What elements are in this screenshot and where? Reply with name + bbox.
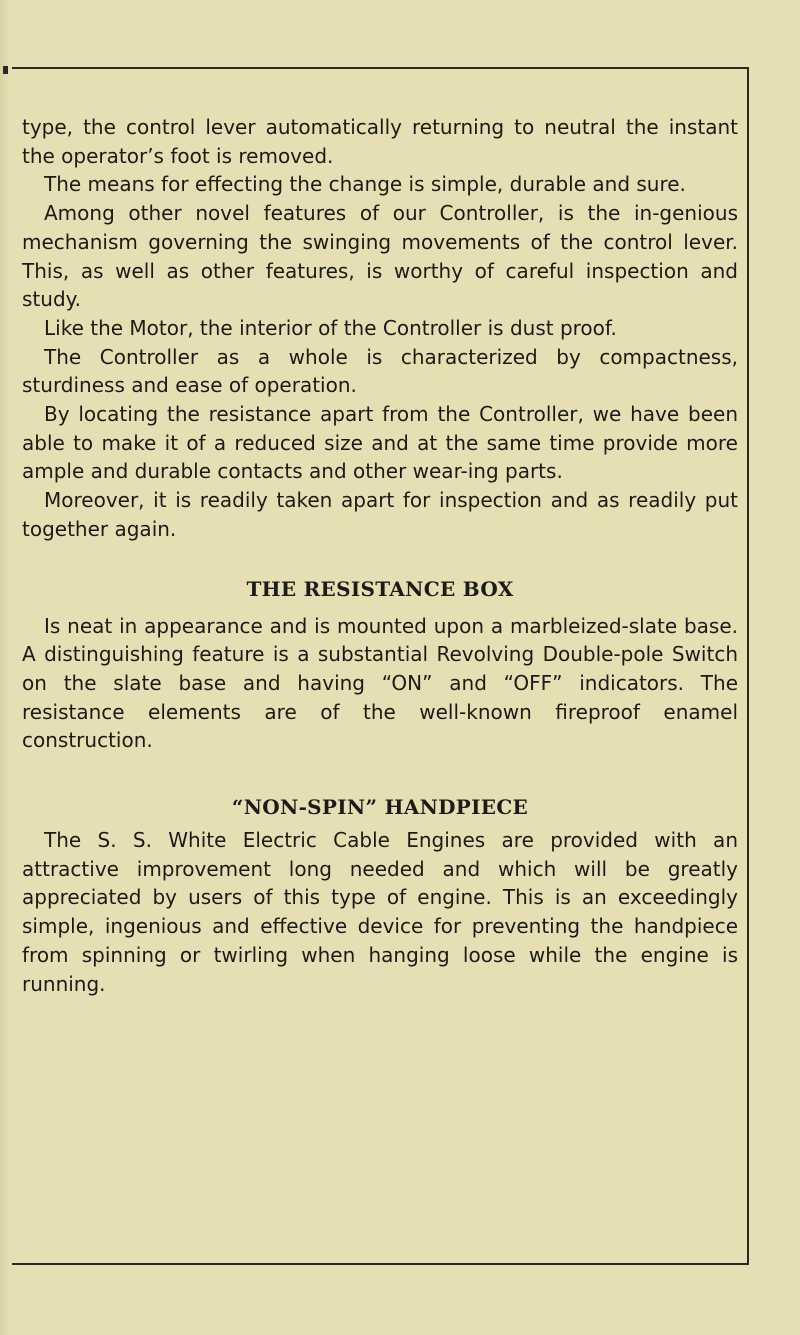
- section-heading-handpiece: “NON-SPIN” HANDPIECE: [231, 795, 529, 820]
- document-body: [22, 113, 738, 998]
- section-heading-resistance-box: THE RESISTANCE BOX: [246, 576, 514, 601]
- page-edge-mark: [3, 66, 8, 74]
- page-border-right: [747, 67, 749, 1265]
- paragraph-continuation: type, the control lever automatically returning to neutral the instant the operator’s foot is removed.: [22, 115, 738, 168]
- paragraph-means: The means for effecting the change is simple, durable and sure.: [44, 172, 686, 197]
- paragraph-inspection: Moreover, it is readily taken apart for inspection and as readily put together again.: [22, 488, 738, 541]
- page-border-top: [12, 67, 748, 69]
- paragraph-compactness: The Controller as a whole is characterized by compactness, sturdiness and ease of operation.: [22, 344, 738, 398]
- paragraph-dust-proof: Like the Motor, the interior of the Controller is dust proof.: [44, 315, 617, 340]
- page-gutter: [0, 0, 12, 1335]
- paragraph-resistance-box: Is neat in appearance and is mounted upon a marbleized-slate base. A distinguishing feature is a substantial Revolving Double-pole Switch on the slate base and having “ON” and “OFF” indicators. The resistance elements are of the well-known fireproof enamel construction.: [22, 613, 738, 753]
- paragraph-handpiece: The S. S. White Electric Cable Engines are provided with an attractive improvement long needed and which will be greatly appreciated by users of this type of engine. This is an exceedingly simple, ingenious and effective device for preventing the handpiece from spinning or twirling when hanging loose while the engine is running.: [22, 828, 738, 996]
- page-border-bottom: [12, 1263, 749, 1265]
- paragraph-resistance-location: By locating the resistance apart from the Controller, we have been able to make it of a reduced size and at the same time provide more ample and durable contacts and other wear-ing parts.: [22, 402, 738, 484]
- paragraph-novel-features: Among other novel features of our Controller, is the in-genious mechanism governing the swinging movements of the control lever. This, as well as other features, is worthy of careful inspection and study.: [22, 201, 738, 312]
